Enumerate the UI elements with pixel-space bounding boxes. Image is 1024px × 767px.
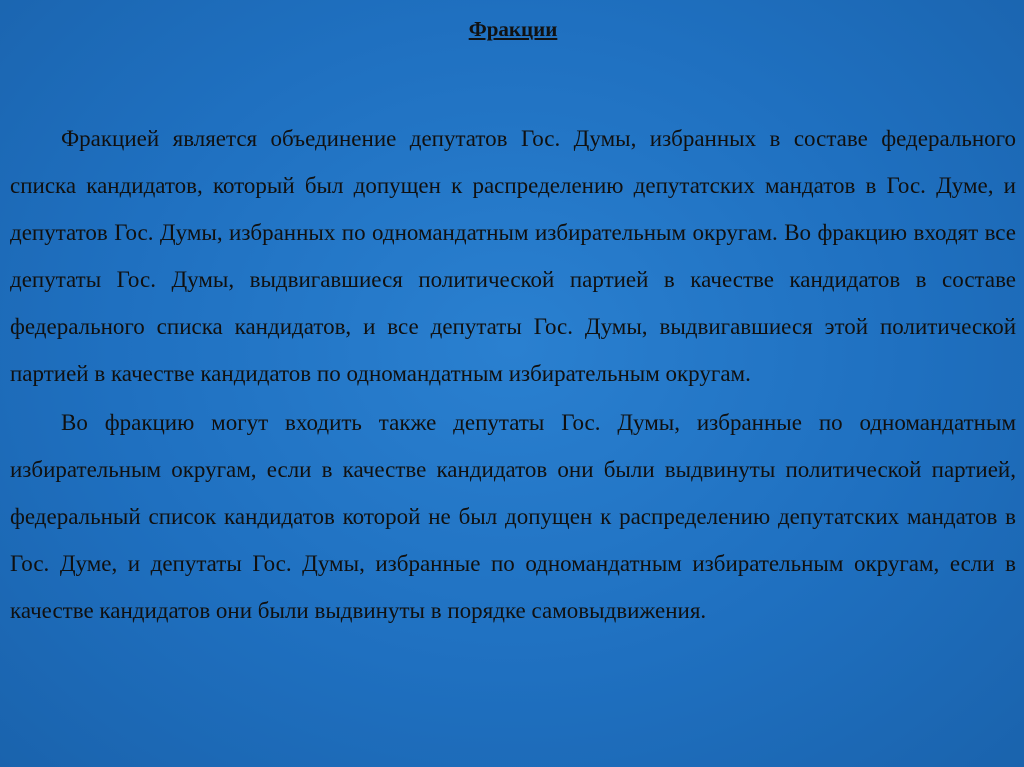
slide: [10, 14, 1016, 754]
slide-title: Фракции: [468, 17, 558, 41]
paragraph-1: Фракцией является объединение депутатов Гос. Думы, избранных в составе федерального списка кандидатов, который был допущен к распределению депутатских мандатов в Гос. Думе, и депутатов Гос. Думы, избранных по одномандатным избирательным округам. Во фракцию входят все депутаты Гос. Думы, выдвигавшиеся политической партией в качестве кандидатов в составе федерального списка кандидатов, и все депутаты Гос. Думы, выдвигавшиеся этой политической партией в качестве кандидатов по одномандатным избирательным округам.: [10, 126, 1016, 386]
paragraph-2: Во фракцию могут входить также депутаты Гос. Думы, избранные по одномандатным избирательным округам, если в качестве кандидатов они были выдвинуты политической партией, федеральный список кандидатов которой не был допущен к распределению депутатских мандатов в Гос. Думе, и депутаты Гос. Думы, избранные по одномандатным избирательным округам, если в качестве кандидатов они были выдвинуты в порядке самовыдвижения.: [10, 410, 1016, 623]
slide-body: [10, 115, 1016, 634]
